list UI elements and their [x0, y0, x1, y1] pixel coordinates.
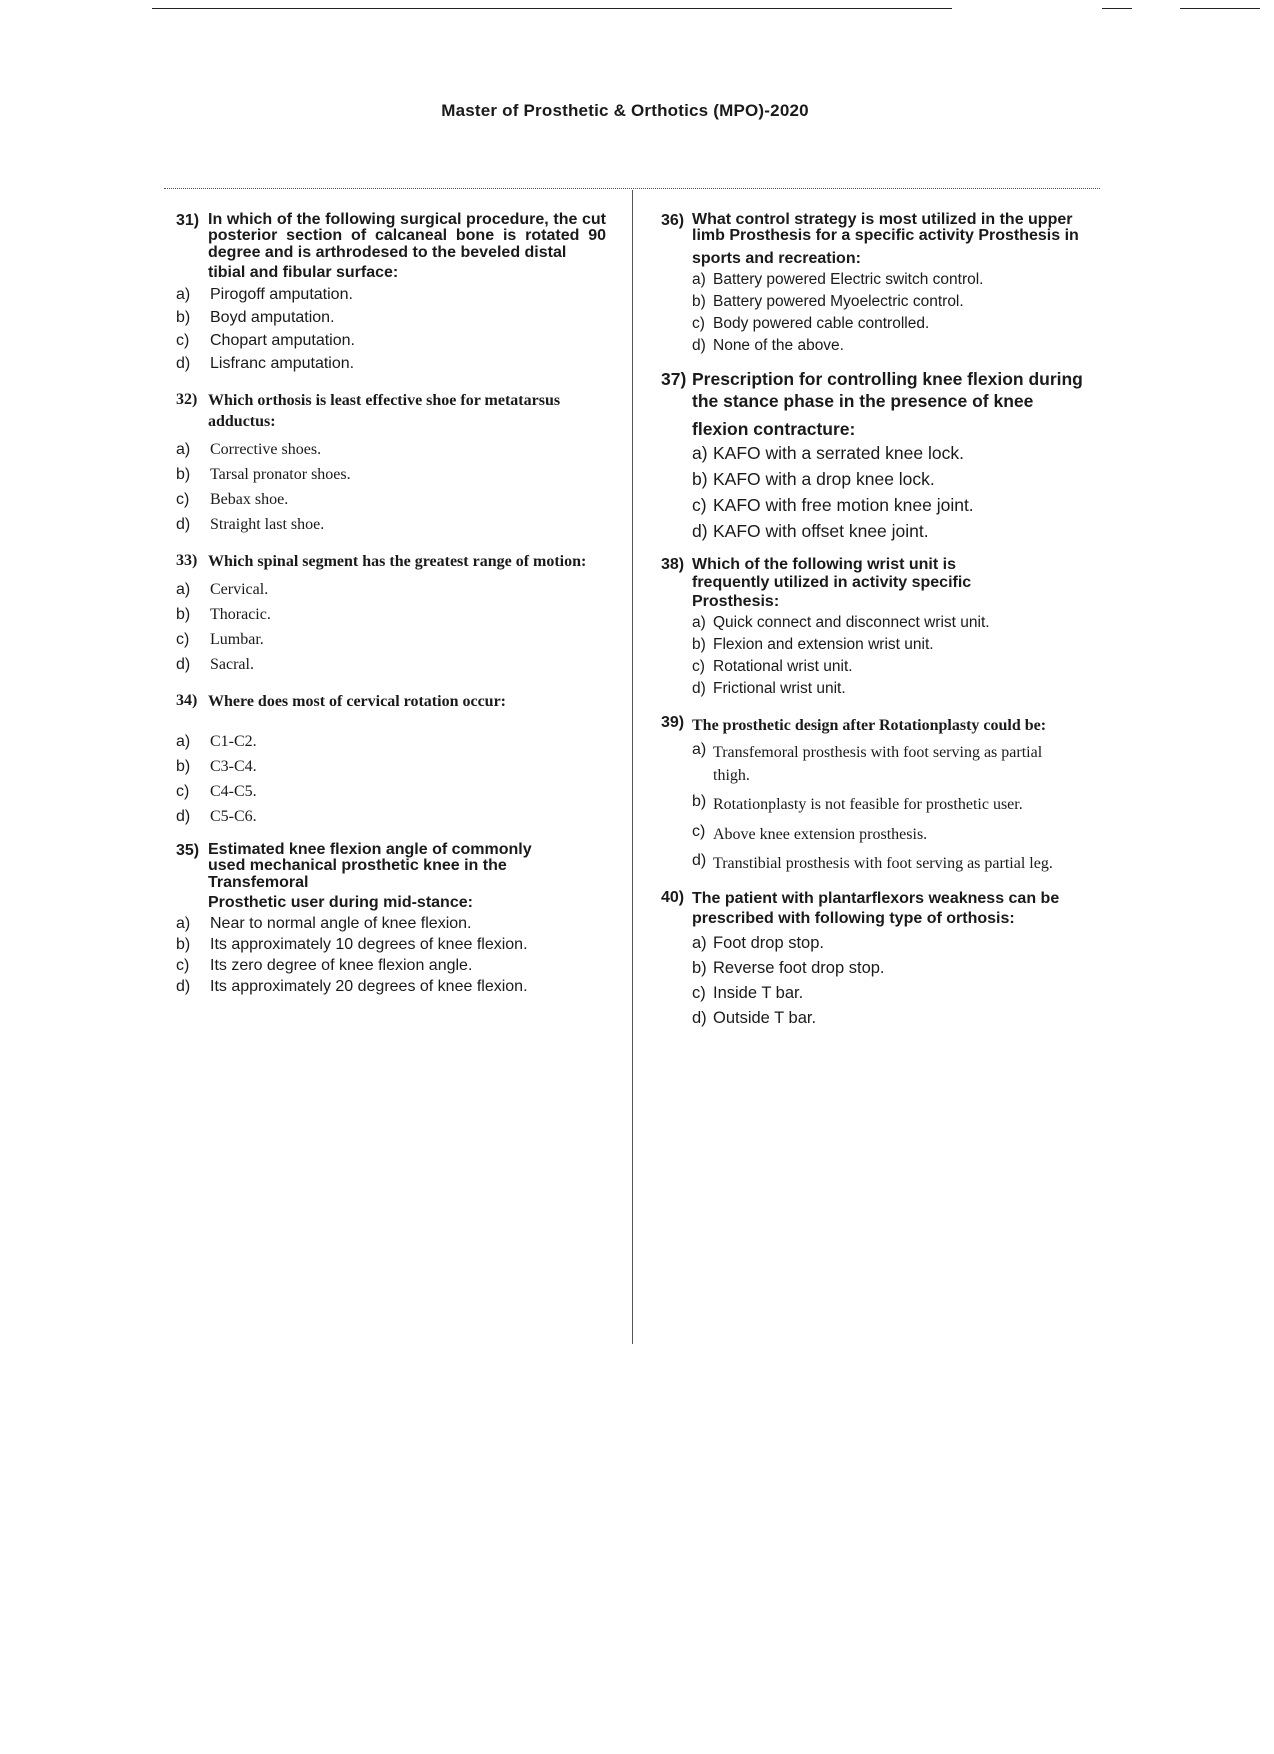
- option-label: d): [176, 355, 191, 373]
- option-item: [692, 934, 1106, 953]
- option-text: Chopart amputation.: [210, 332, 355, 350]
- option-item: [176, 783, 606, 801]
- option-label: d): [692, 679, 706, 697]
- question-text: Prescription for controlling knee flexion during the stance phase in the presence of knee: [692, 369, 1083, 411]
- option-item: [692, 658, 1106, 676]
- question-number: 31): [176, 212, 200, 229]
- option-label: b): [176, 466, 191, 483]
- option-label: a): [692, 934, 707, 953]
- option-item: [176, 332, 606, 350]
- option-text: Reverse foot drop stop.: [713, 959, 885, 978]
- question-text: What control strategy is most utilized in the upper limb Prosthesis for a specific activity Prosthesis in: [692, 211, 1079, 244]
- option-label: c): [692, 657, 705, 675]
- options-list: [692, 271, 1106, 355]
- option-label: a): [692, 613, 706, 631]
- option-text: Transfemoral prosthesis with foot serving as partial thigh.: [713, 744, 1043, 785]
- option-label: b): [692, 293, 706, 310]
- option-label: c): [176, 332, 190, 350]
- question-35: [176, 842, 606, 996]
- option-label: c): [692, 315, 705, 332]
- option-text: Bebax shoe.: [210, 491, 289, 508]
- right-column: [661, 212, 1106, 1034]
- option-item: [692, 271, 1106, 289]
- option-text: Frictional wrist unit.: [713, 679, 846, 697]
- option-label: a): [176, 441, 191, 458]
- option-item: [176, 581, 606, 599]
- option-text: Battery powered Electric switch control.: [713, 271, 984, 288]
- option-item: [176, 936, 540, 954]
- question-text: In which of the following surgical procedure, the cut posterior section of calcaneal bone is rotated 90 degree and is arthrodesed to the beveled distal: [208, 211, 606, 261]
- option-text: C1-C2.: [210, 732, 257, 750]
- option-text: Transtibial prosthesis with foot serving as partial leg.: [713, 854, 1053, 872]
- option-label: a): [176, 915, 191, 932]
- option-text: Lumbar.: [210, 630, 264, 648]
- option-label: a): [692, 442, 708, 463]
- option-text: Corrective shoes.: [210, 441, 322, 458]
- question-40: [661, 889, 1106, 1028]
- option-item: [176, 441, 606, 459]
- top-rule-right-a: [1102, 8, 1132, 9]
- option-label: a): [176, 580, 191, 598]
- question-text: Which orthosis is least effective shoe for metatarsus adductus:: [208, 392, 561, 431]
- option-item: [176, 355, 606, 373]
- question-number: 38): [661, 555, 685, 573]
- option-label: a): [692, 741, 707, 759]
- question-number: 37): [661, 369, 687, 389]
- option-label: c): [176, 957, 190, 974]
- option-text: Foot drop stop.: [713, 934, 824, 953]
- question-lead: Prosthetic user during mid-stance:: [208, 894, 473, 911]
- question-39: [661, 714, 1106, 875]
- question-number: 40): [661, 889, 685, 907]
- question-38: [661, 556, 1106, 698]
- option-text: KAFO with free motion knee joint.: [713, 494, 974, 515]
- option-item: [176, 606, 606, 624]
- option-label: c): [176, 491, 190, 508]
- option-item: [176, 309, 606, 327]
- option-text: Its approximately 10 degrees of knee flexion.: [210, 936, 528, 953]
- option-item: [176, 915, 606, 933]
- option-text: Cervical.: [210, 580, 269, 598]
- option-label: d): [176, 807, 191, 825]
- question-number: 36): [661, 212, 685, 229]
- option-item: [692, 495, 1106, 516]
- option-text: Lisfranc amputation.: [210, 355, 355, 373]
- option-item: [176, 466, 606, 484]
- option-text: C5-C6.: [210, 807, 257, 825]
- option-item: [692, 1009, 1106, 1028]
- option-text: Inside T bar.: [713, 984, 804, 1003]
- question-36: [661, 212, 1106, 355]
- option-label: b): [176, 605, 191, 623]
- question-number: 33): [176, 552, 198, 569]
- option-item: [692, 337, 1106, 355]
- option-item: [176, 631, 606, 649]
- option-label: c): [692, 984, 706, 1003]
- option-label: c): [692, 494, 707, 515]
- option-item: [692, 636, 1106, 654]
- option-label: b): [176, 309, 191, 327]
- question-number: 35): [176, 841, 200, 859]
- option-text: Quick connect and disconnect wrist unit.: [713, 613, 990, 631]
- option-text: Sacral.: [210, 655, 254, 673]
- option-item: [692, 469, 1106, 490]
- question-37: [661, 369, 1106, 542]
- option-label: c): [692, 822, 706, 840]
- question-33: [176, 552, 606, 674]
- option-label: a): [692, 271, 706, 288]
- option-text: Rotational wrist unit.: [713, 657, 853, 675]
- option-label: c): [176, 630, 190, 648]
- option-text: Above knee extension prosthesis.: [713, 825, 928, 843]
- question-lead: sports and recreation:: [692, 250, 861, 267]
- option-label: b): [176, 757, 191, 775]
- option-item: [176, 808, 606, 826]
- option-text: Outside T bar.: [713, 1009, 817, 1028]
- question-text: Which spinal segment has the greatest range of motion:: [208, 553, 587, 570]
- page-title: Master of Prosthetic & Orthotics (MPO)-2020: [441, 101, 809, 120]
- question-number: 34): [176, 691, 198, 709]
- question-lead: tibial and fibular surface:: [208, 264, 399, 282]
- options-list: [692, 741, 1106, 875]
- option-text: Battery powered Myoelectric control.: [713, 293, 964, 310]
- option-text: Its zero degree of knee flexion angle.: [210, 957, 473, 974]
- column-rule: [164, 188, 1100, 189]
- question-number: 32): [176, 391, 198, 409]
- option-item: [692, 823, 1073, 846]
- options-list: [176, 286, 606, 373]
- option-item: [692, 984, 1106, 1003]
- option-item: [692, 521, 1106, 542]
- question-34: [176, 692, 606, 826]
- option-label: a): [176, 286, 191, 304]
- top-rule-right-b: [1180, 8, 1260, 9]
- options-list: [692, 614, 1106, 698]
- option-item: [692, 443, 1106, 464]
- option-item: [692, 293, 1106, 311]
- option-item: [692, 315, 1106, 333]
- question-32: [176, 391, 606, 534]
- options-list: [692, 934, 1106, 1028]
- question-lead: flexion contracture:: [692, 418, 856, 439]
- option-text: KAFO with offset knee joint.: [713, 520, 929, 541]
- option-text: Tarsal pronator shoes.: [210, 466, 351, 483]
- option-item: [692, 793, 1063, 816]
- option-text: Boyd amputation.: [210, 309, 335, 327]
- question-31: [176, 212, 606, 373]
- option-label: b): [176, 936, 191, 953]
- question-text: Where does most of cervical rotation occur:: [208, 692, 506, 710]
- question-text: The patient with plantarflexors weakness can be prescribed with following type of orthosis:: [692, 890, 1060, 927]
- option-label: d): [692, 851, 707, 869]
- question-text: Which of the following wrist unit is frequently utilized in activity specific Prosthesis:: [692, 555, 972, 610]
- option-item: [176, 286, 606, 304]
- left-column: [176, 212, 606, 999]
- option-item: [176, 491, 606, 509]
- option-text: None of the above.: [713, 337, 844, 354]
- option-item: [692, 959, 1106, 978]
- option-text: KAFO with a drop knee lock.: [713, 468, 935, 489]
- option-label: a): [176, 732, 191, 750]
- options-list: [176, 441, 606, 534]
- option-label: b): [692, 959, 707, 978]
- option-item: [176, 978, 540, 996]
- option-label: d): [176, 655, 191, 673]
- option-item: [692, 614, 1106, 632]
- question-text: The prosthetic design after Rotationplasty could be:: [692, 716, 1047, 734]
- options-list: [176, 733, 606, 826]
- options-list: [176, 915, 606, 996]
- option-label: d): [176, 516, 191, 533]
- option-text: Rotationplasty is not feasible for prosthetic user.: [713, 796, 1023, 814]
- option-item: [176, 957, 606, 975]
- option-text: Body powered cable controlled.: [713, 315, 930, 332]
- option-label: d): [692, 337, 706, 354]
- option-item: [176, 758, 606, 776]
- option-label: d): [176, 978, 191, 995]
- option-text: Its approximately 20 degrees of knee flexion.: [210, 978, 528, 995]
- option-text: Near to normal angle of knee flexion.: [210, 915, 472, 932]
- options-list: [692, 443, 1106, 542]
- option-text: Straight last shoe.: [210, 516, 325, 533]
- options-list: [176, 581, 606, 674]
- option-label: d): [692, 520, 708, 541]
- option-label: b): [692, 793, 707, 811]
- option-item: [692, 741, 1073, 787]
- option-item: [692, 852, 1063, 875]
- option-item: [692, 680, 1106, 698]
- column-divider: [632, 190, 633, 1344]
- option-text: C3-C4.: [210, 757, 257, 775]
- option-item: [176, 656, 606, 674]
- option-item: [176, 516, 606, 534]
- option-item: [176, 733, 606, 751]
- option-text: C4-C5.: [210, 782, 257, 800]
- question-number: 39): [661, 713, 685, 731]
- option-text: KAFO with a serrated knee lock.: [713, 442, 964, 463]
- option-text: Flexion and extension wrist unit.: [713, 635, 934, 653]
- question-text: Estimated knee flexion angle of commonly used mechanical prosthetic knee in the Transfemoral: [208, 840, 532, 891]
- option-label: c): [176, 782, 190, 800]
- option-label: b): [692, 635, 706, 653]
- option-label: d): [692, 1009, 707, 1028]
- option-text: Thoracic.: [210, 605, 271, 623]
- option-text: Pirogoff amputation.: [210, 286, 353, 304]
- top-rule-left: [152, 8, 952, 9]
- option-label: b): [692, 468, 708, 489]
